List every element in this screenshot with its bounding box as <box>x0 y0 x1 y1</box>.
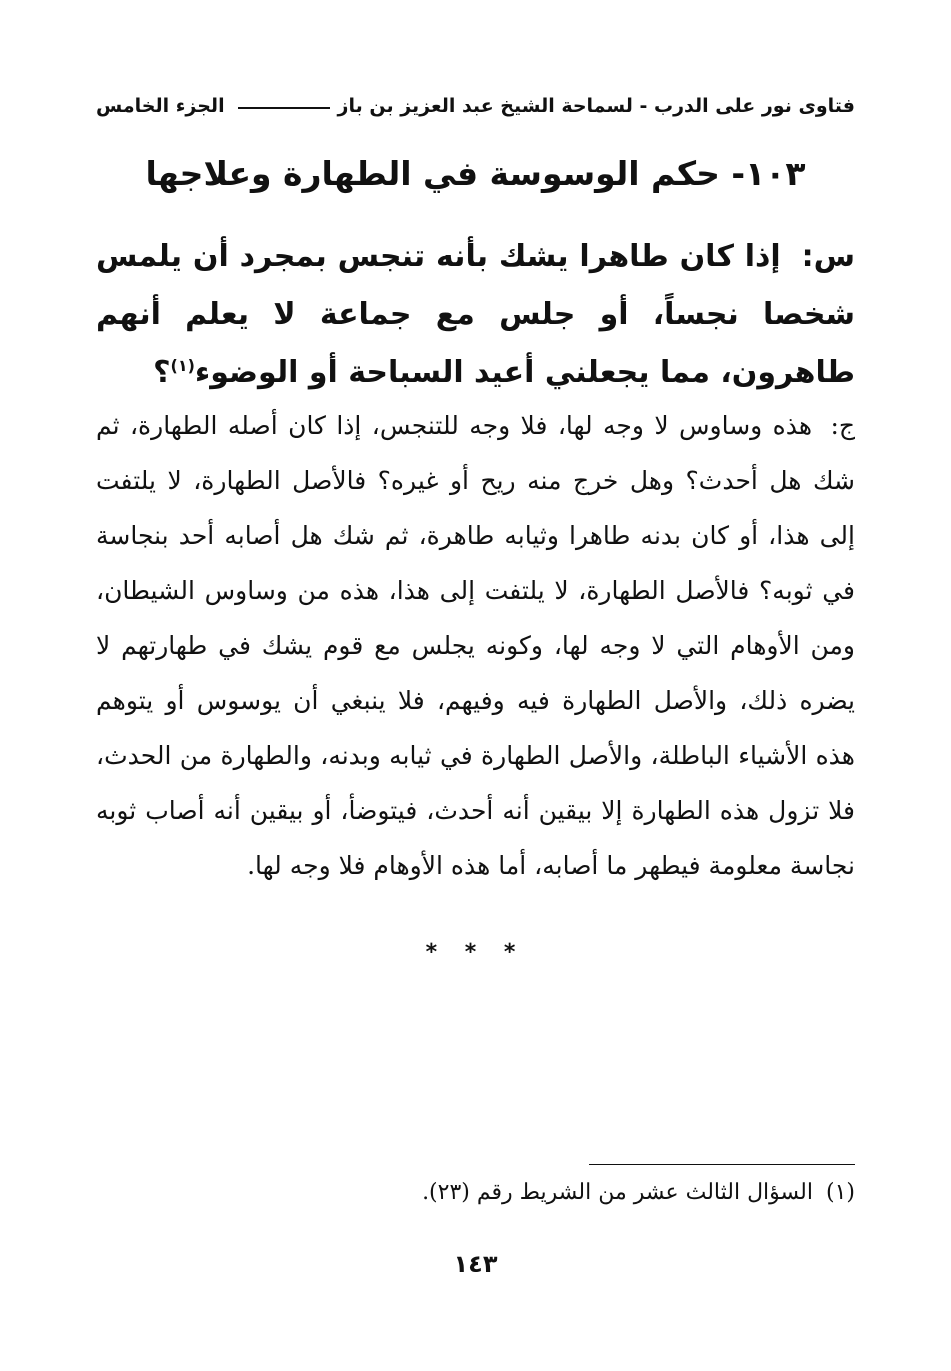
question-text: إذا كان طاهرا يشك بأنه تنجس بمجرد أن يلمس شخصا نجساً، أو جلس مع جماعة لا يعلم أنهم طاهرون، مما يجعلني أعيد السباحة أو الوضوء <box>96 239 855 390</box>
footnote-reference: (١) <box>170 356 195 375</box>
header-volume: الجزء الخامس <box>96 95 225 117</box>
question-end-mark: ؟ <box>153 355 171 390</box>
answer-paragraph <box>96 398 855 893</box>
answer-prefix: ج: <box>830 411 856 440</box>
header-dash-rule <box>238 107 330 109</box>
header-book-block <box>230 95 855 117</box>
footnote <box>96 1176 855 1210</box>
chapter-title: ١٠٣- حكم الوسوسة في الطهارة وعلاجها <box>145 154 806 193</box>
page-number: ١٤٣ <box>453 1250 498 1278</box>
running-header <box>96 86 855 126</box>
question-prefix: س: <box>801 239 855 274</box>
footnote-rule <box>589 1164 855 1165</box>
footnote-text: السؤال الثالث عشر من الشريط رقم (٢٣). <box>422 1180 813 1205</box>
footnote-number: (١) <box>825 1180 855 1205</box>
header-book-title: فتاوى نور على الدرب - لسماحة الشيخ عبد العزيز بن باز <box>337 95 855 117</box>
section-separator: * * * <box>425 940 526 965</box>
question-paragraph <box>96 228 855 402</box>
answer-text: هذه وساوس لا وجه لها، فلا وجه للتنجس، إذا كان أصله الطهارة، ثم شك هل أحدث؟ وهل خرج منه ريح أو غيره؟ فالأصل الطهارة، لا يلتفت إلى هذا، أو كان بدنه طاهرا وثيابه طاهرة، ثم شك هل أصابه أحد بنجاسة في ثوبه؟ فالأصل الطهارة، لا يلتفت إلى هذا، هذه من وساوس الشيطان، ومن الأوهام التي لا وجه لها، وكونه يجلس مع قوم يشك في طهارتهم لا يضره ذلك، والأصل الطهارة فيه وفيهم، فلا ينبغي أن يوسوس أو يتوهم هذه الأشياء الباطلة، والأصل الطهارة في ثيابه وبدنه، والطهارة من الحدث، فلا تزول هذه الطهارة إلا بيقين أنه أحدث، فيتوضأ، أو بيقين أنه أصاب ثوبه نجاسة معلومة فيطهر ما أصابه، أما هذه الأوهام فلا وجه لها. <box>96 411 855 880</box>
